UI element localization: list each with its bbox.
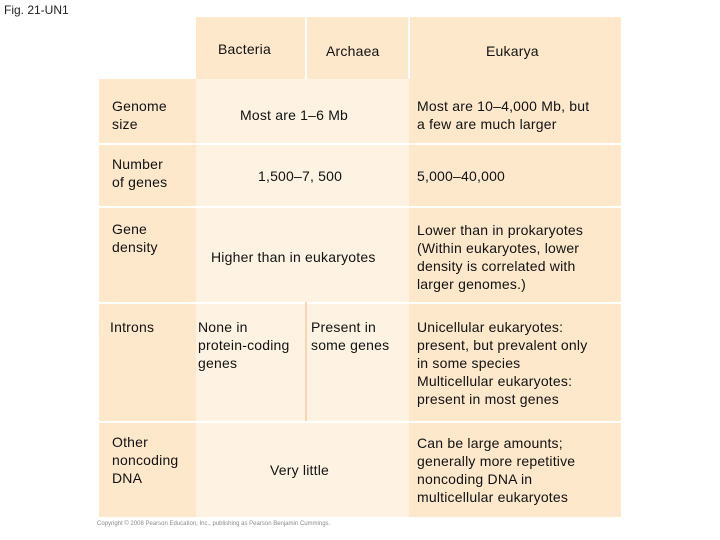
column-header-archaea: Archaea xyxy=(326,43,380,59)
row-label-introns: Introns xyxy=(110,319,155,335)
cell-prokaryote-gene-density: Higher than in eukaryotes xyxy=(211,249,376,265)
header-divider xyxy=(305,17,307,79)
cell-prokaryote-number-of-genes: 1,500–7, 500 xyxy=(258,168,343,184)
row-divider xyxy=(99,302,621,304)
column-header-eukarya: Eukarya xyxy=(486,43,539,59)
figure-label: Fig. 21-UN1 xyxy=(4,3,69,17)
header-divider-eukarya xyxy=(408,17,410,79)
cell-bacteria-introns: None in protein-coding genes xyxy=(198,319,290,371)
column-header-bacteria: Bacteria xyxy=(218,41,271,57)
cell-eukarya-other-noncoding-dna: Can be large amounts; generally more repetitive noncoding DNA in multicellular eukaryotes xyxy=(417,435,576,505)
cell-archaea-introns: Present in some genes xyxy=(311,319,390,353)
copyright-text: Copyright © 2008 Pearson Education, Inc., publishing as Pearson Benjamin Cummings. xyxy=(97,521,331,527)
cell-eukarya-introns: Unicellular eukaryotes: present, but prevalent only in some species Multicellular eukaryotes: present in most genes xyxy=(417,319,588,407)
row-label-number-of-genes: Number of genes xyxy=(112,156,168,190)
cell-prokaryote-other-noncoding-dna: Very little xyxy=(270,462,329,478)
introns-divider xyxy=(305,302,307,421)
cell-eukarya-number-of-genes: 5,000–40,000 xyxy=(417,168,506,184)
row-divider xyxy=(99,206,621,208)
cell-prokaryote-genome-size: Most are 1–6 Mb xyxy=(240,107,349,123)
row-label-other-noncoding-dna: Other noncoding DNA xyxy=(112,434,179,486)
row-label-genome-size: Genome size xyxy=(112,98,167,132)
cell-eukarya-gene-density: Lower than in prokaryotes (Within eukaryotes, lower density is correlated with larger genomes.) xyxy=(417,222,584,292)
row-label-gene-density: Gene density xyxy=(112,221,158,255)
row-divider xyxy=(99,143,621,145)
row-divider xyxy=(99,421,621,423)
cell-eukarya-genome-size: Most are 10–4,000 Mb, but a few are much larger xyxy=(417,98,590,132)
